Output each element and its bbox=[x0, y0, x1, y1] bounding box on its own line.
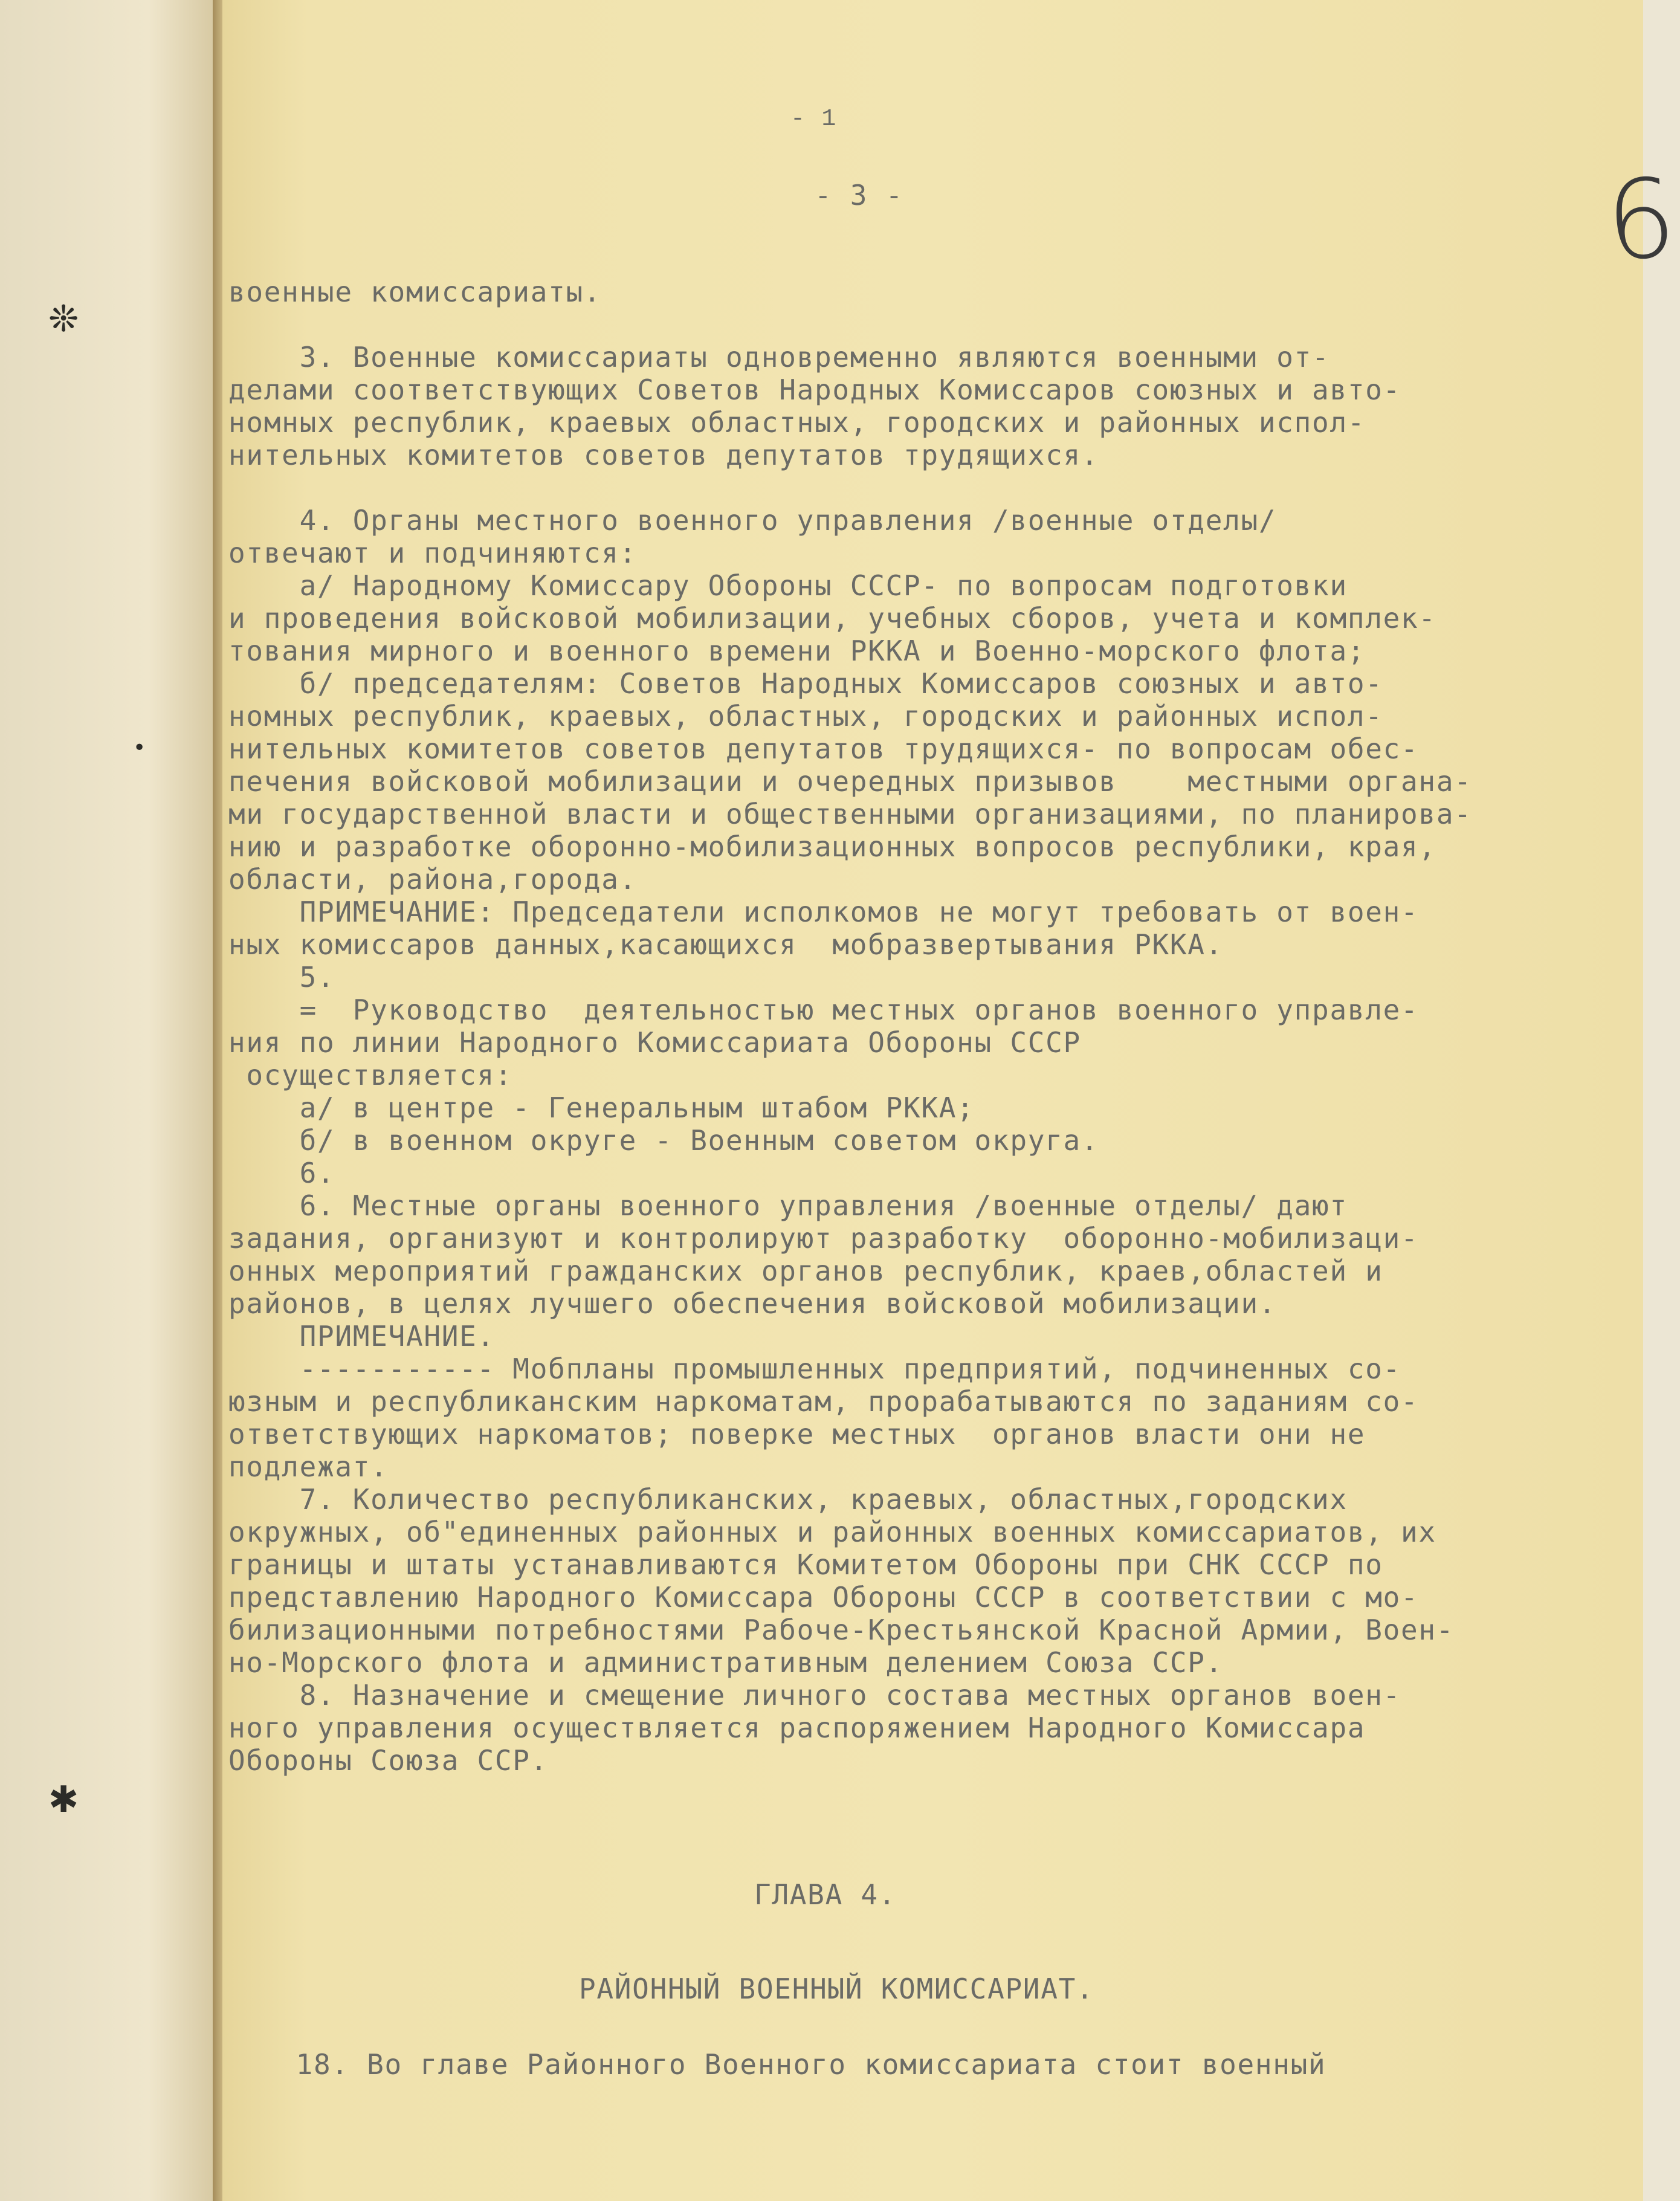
body-line: 6. Местные органы военного управления /военные отделы/ дают bbox=[228, 1189, 1348, 1222]
body-line: нительных комитетов советов депутатов трудящихся- по вопросам обес- bbox=[228, 732, 1419, 765]
body-line: Обороны Союза ССР. bbox=[228, 1744, 549, 1777]
body-line: ответствующих наркоматов; поверке местных органов власти они не bbox=[228, 1418, 1366, 1450]
typewritten-page bbox=[222, 0, 1680, 2201]
last-line: 18. Во главе Районного Военного комиссариата стоит военный bbox=[225, 2048, 1326, 2081]
body-line: печения войсковой мобилизации и очередных призывов местными органа- bbox=[228, 765, 1472, 798]
body-line: осуществляется: bbox=[228, 1059, 513, 1091]
body-line: = Руководство деятельностью местных органов военного управле- bbox=[228, 994, 1419, 1026]
body-line: 5. bbox=[228, 961, 335, 994]
body-line: 6. bbox=[228, 1157, 335, 1189]
body-line: онных мероприятий гражданских органов республик, краев,областей и bbox=[228, 1255, 1383, 1287]
body-line: номных республик, краевых областных, городских и районных испол- bbox=[228, 406, 1366, 439]
body-line: тования мирного и военного времени РККА и Военно-морского флота; bbox=[228, 635, 1366, 667]
body-line: военные комиссариаты. bbox=[228, 276, 602, 308]
body-line: нию и разработке оборонно-мобилизационных вопросов республики, края, bbox=[228, 830, 1436, 863]
body-line: ПРИМЕЧАНИЕ: Председатели исполкомов не могут требовать от воен- bbox=[228, 896, 1419, 928]
handwritten-page-number: 6 bbox=[1601, 155, 1680, 286]
body-line: окружных, об"единенных районных и районных военных комиссариатов, их bbox=[228, 1516, 1436, 1548]
body-line: подлежат. bbox=[228, 1450, 389, 1483]
body-line: ПРИМЕЧАНИЕ. bbox=[228, 1320, 495, 1353]
body-line: 8. Назначение и смещение личного состава местных органов воен- bbox=[228, 1679, 1401, 1711]
body-line: границы и штаты устанавливаются Комитетом Обороны при СНК СССР по bbox=[228, 1548, 1383, 1581]
chapter-heading: ГЛАВА 4. bbox=[754, 1878, 897, 1911]
body-line: районов, в целях лучшего обеспечения войсковой мобилизации. bbox=[228, 1287, 1277, 1320]
body-line: номных республик, краевых, областных, городских и районных испол- bbox=[228, 700, 1383, 732]
binding-hole-mark: ✱ bbox=[48, 1779, 79, 1821]
body-line: билизационными потребностями Рабоче-Крестьянской Красной Армии, Воен- bbox=[228, 1614, 1455, 1646]
top-mark: - 1 bbox=[790, 106, 838, 133]
body-line: а/ в центре - Генеральным штабом РККА; bbox=[228, 1091, 975, 1124]
body-line: 3. Военные комиссариаты одновременно являются военными от- bbox=[228, 341, 1330, 373]
body-line: а/ Народному Комиссару Обороны СССР- по вопросам подготовки bbox=[228, 569, 1348, 602]
body-line: б/ в военном округе - Военным советом округа. bbox=[228, 1124, 1099, 1157]
body-line: ----------- Мобпланы промышленных предприятий, подчиненных со- bbox=[228, 1353, 1401, 1385]
body-line: 7. Количество республиканских, краевых, областных,городских bbox=[228, 1483, 1348, 1516]
body-line: делами соответствующих Советов Народных Комиссаров союзных и авто- bbox=[228, 373, 1401, 406]
binding-hole-mark: • bbox=[133, 735, 146, 760]
body-line: 4. Органы местного военного управления /военные отделы/ bbox=[228, 504, 1277, 537]
body-line: б/ председателям: Советов Народных Комиссаров союзных и авто- bbox=[228, 667, 1383, 700]
section-title: РАЙОННЫЙ ВОЕННЫЙ КОМИССАРИАТ. bbox=[579, 1973, 1094, 2005]
page-header: - 3 - bbox=[815, 179, 903, 212]
body-line: ного управления осуществляется распоряжением Народного Комиссара bbox=[228, 1711, 1366, 1744]
body-line: ми государственной власти и общественными организациями, по планирова- bbox=[228, 798, 1472, 830]
body-line: но-Морского флота и административным делением Союза ССР. bbox=[228, 1646, 1224, 1679]
body-line: представлению Народного Комиссара Обороны СССР в соответствии с мо- bbox=[228, 1581, 1419, 1614]
body-line: ных комиссаров данных,касающихся мобразвертывания РККА. bbox=[228, 928, 1224, 961]
body-line: области, района,города. bbox=[228, 863, 638, 896]
body-line: юзным и республиканским наркоматам, прорабатываются по заданиям со- bbox=[228, 1385, 1419, 1418]
binding-hole-mark: ❊ bbox=[48, 298, 79, 340]
body-line: ния по линии Народного Комиссариата Обороны СССР bbox=[228, 1026, 1081, 1059]
left-facing-page bbox=[0, 0, 213, 2201]
body-line: нительных комитетов советов депутатов трудящихся. bbox=[228, 439, 1099, 471]
body-line: отвечают и подчиняются: bbox=[228, 537, 638, 569]
page-binding-edge bbox=[213, 0, 222, 2201]
body-line: и проведения войсковой мобилизации, учебных сборов, учета и комплек- bbox=[228, 602, 1436, 635]
body-line: задания, организуют и контролируют разработку оборонно-мобилизаци- bbox=[228, 1222, 1419, 1255]
